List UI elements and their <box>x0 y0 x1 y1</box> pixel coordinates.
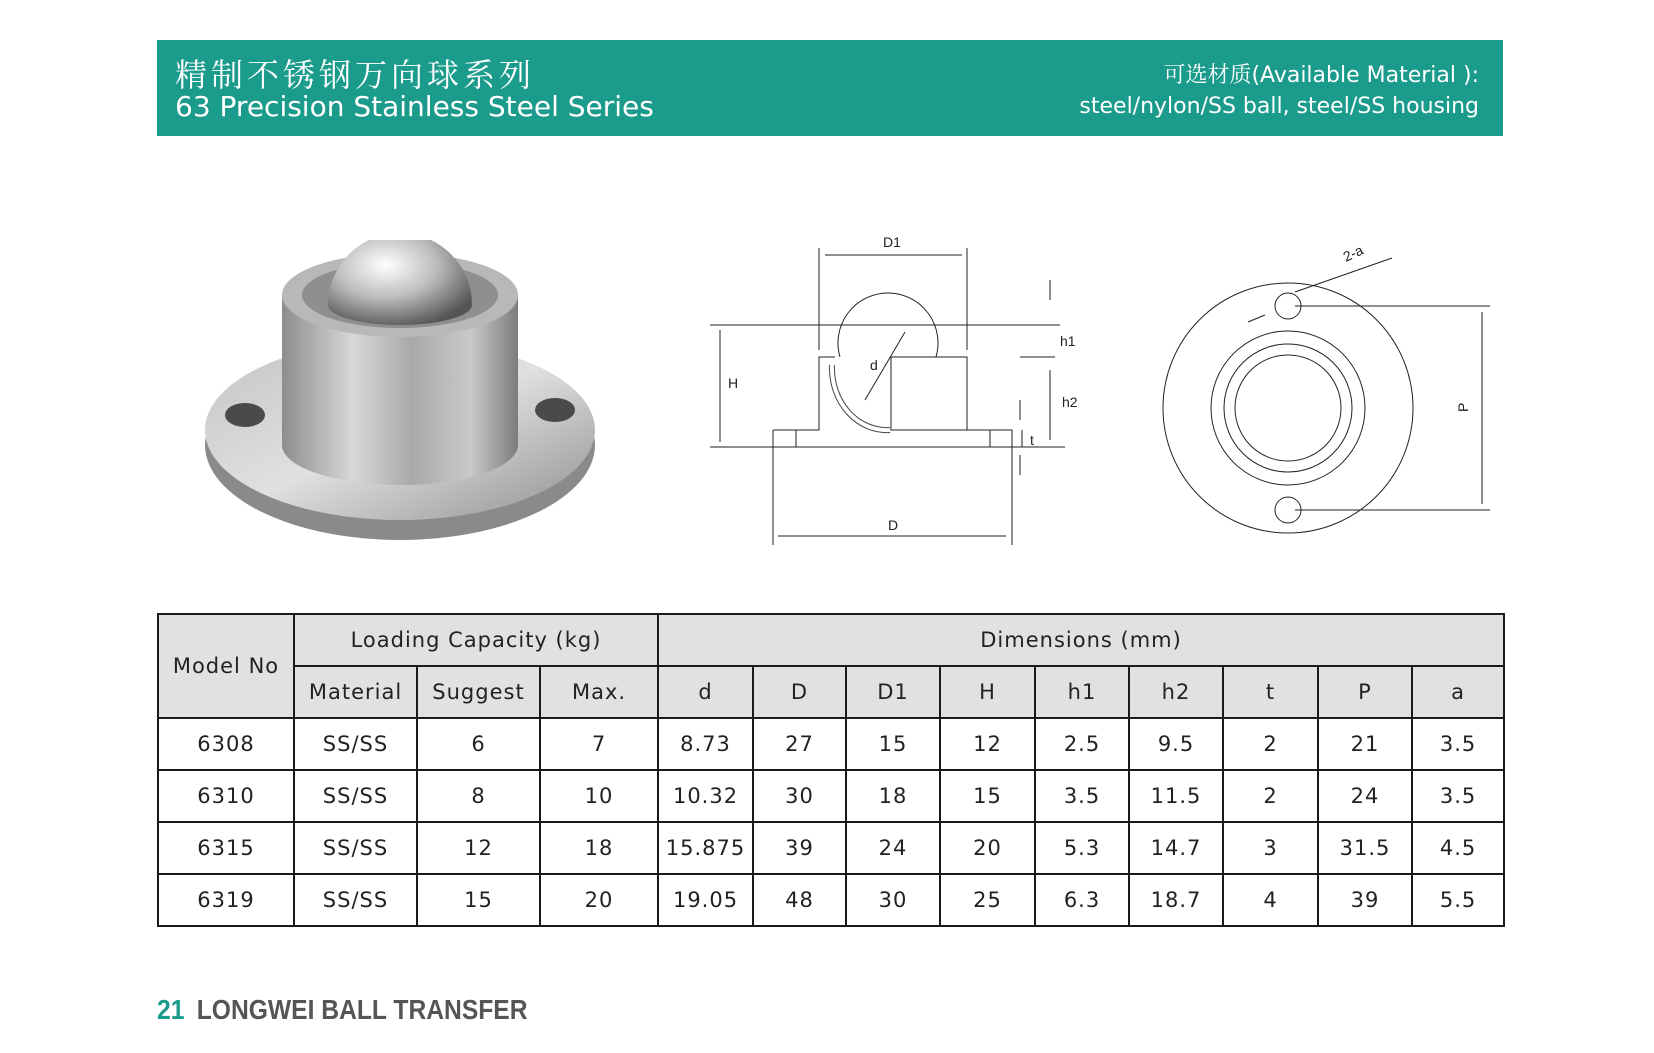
material-label: 可选材质(Available Material ): <box>1163 63 1479 88</box>
column-header: D1 <box>846 666 940 718</box>
table-cell: 18 <box>540 822 658 874</box>
table-cell: 24 <box>1318 770 1412 822</box>
column-header: a <box>1412 666 1504 718</box>
label-d: d <box>870 357 878 373</box>
column-header: Suggest <box>417 666 540 718</box>
model-cell: 6319 <box>158 874 294 926</box>
table-cell: 31.5 <box>1318 822 1412 874</box>
title-english: 63 Precision Stainless Steel Series <box>175 90 654 123</box>
table-cell: 25 <box>940 874 1035 926</box>
product-photo <box>200 240 610 550</box>
column-header: P <box>1318 666 1412 718</box>
table-cell: 30 <box>753 770 846 822</box>
brand-name: LONGWEI BALL TRANSFER <box>196 994 528 1025</box>
title-chinese: 精制不锈钢万向球系列 <box>175 56 536 94</box>
table-cell: 3.5 <box>1035 770 1129 822</box>
table-row <box>158 822 1504 874</box>
table-cell: 15 <box>846 718 940 770</box>
table-cell: 5.3 <box>1035 822 1129 874</box>
table-cell: 15.875 <box>658 822 753 874</box>
table-cell: 10.32 <box>658 770 753 822</box>
table-cell: SS/SS <box>294 822 417 874</box>
column-header: D <box>753 666 846 718</box>
table-cell: 39 <box>753 822 846 874</box>
spec-table <box>157 613 1505 927</box>
table-cell: 10 <box>540 770 658 822</box>
column-header: H <box>940 666 1035 718</box>
table-cell: 19.05 <box>658 874 753 926</box>
steel-ball <box>328 240 472 325</box>
table-cell: 8.73 <box>658 718 753 770</box>
header-loading-capacity: Loading Capacity (kg) <box>294 614 658 666</box>
table-row <box>158 874 1504 926</box>
table-cell: SS/SS <box>294 770 417 822</box>
title-banner <box>157 40 1503 136</box>
model-cell: 6308 <box>158 718 294 770</box>
label-H: H <box>728 375 739 391</box>
column-header: d <box>658 666 753 718</box>
table-cell: 4.5 <box>1412 822 1504 874</box>
table-cell: 18 <box>846 770 940 822</box>
table-cell: 11.5 <box>1129 770 1223 822</box>
table-cell: 27 <box>753 718 846 770</box>
table-cell: 9.5 <box>1129 718 1223 770</box>
table-cell: 8 <box>417 770 540 822</box>
table-cell: 15 <box>417 874 540 926</box>
table-row <box>158 718 1504 770</box>
table-cell: 15 <box>940 770 1035 822</box>
page-number: 21 <box>157 994 185 1025</box>
table-cell: 3 <box>1223 822 1318 874</box>
mount-hole-icon <box>535 398 575 422</box>
table-cell: 3.5 <box>1412 770 1504 822</box>
table-cell: SS/SS <box>294 874 417 926</box>
table-cell: 24 <box>846 822 940 874</box>
table-cell: 21 <box>1318 718 1412 770</box>
table-cell: 6 <box>417 718 540 770</box>
label-D: D <box>888 517 899 533</box>
top-view-drawing <box>1150 240 1500 540</box>
table-cell: 3.5 <box>1412 718 1504 770</box>
material-value: steel/nylon/SS ball, steel/SS housing <box>1079 94 1479 119</box>
table-cell: 12 <box>940 718 1035 770</box>
table-cell: SS/SS <box>294 718 417 770</box>
table-cell: 2 <box>1223 718 1318 770</box>
column-header: h1 <box>1035 666 1129 718</box>
table-cell: 2.5 <box>1035 718 1129 770</box>
header-model-no: Model No <box>158 614 294 718</box>
table-cell: 39 <box>1318 874 1412 926</box>
model-cell: 6315 <box>158 822 294 874</box>
table-cell: 12 <box>417 822 540 874</box>
page-footer <box>157 994 528 1026</box>
mount-hole-icon <box>225 403 265 427</box>
table-cell: 48 <box>753 874 846 926</box>
header-dimensions: Dimensions (mm) <box>658 614 1504 666</box>
table-cell: 20 <box>540 874 658 926</box>
side-view-drawing <box>700 230 1080 560</box>
label-h1: h1 <box>1060 333 1076 349</box>
label-2-a: 2-a <box>1340 241 1366 265</box>
table-cell: 20 <box>940 822 1035 874</box>
table-cell: 6.3 <box>1035 874 1129 926</box>
table-row <box>158 770 1504 822</box>
column-header: Max. <box>540 666 658 718</box>
table-cell: 18.7 <box>1129 874 1223 926</box>
label-t: t <box>1030 432 1034 448</box>
label-h2: h2 <box>1062 394 1078 410</box>
table-cell: 7 <box>540 718 658 770</box>
table-cell: 30 <box>846 874 940 926</box>
column-header: h2 <box>1129 666 1223 718</box>
column-header: t <box>1223 666 1318 718</box>
column-header: Material <box>294 666 417 718</box>
table-cell: 14.7 <box>1129 822 1223 874</box>
label-P: P <box>1455 402 1471 412</box>
table-cell: 2 <box>1223 770 1318 822</box>
table-cell: 5.5 <box>1412 874 1504 926</box>
table-cell: 4 <box>1223 874 1318 926</box>
model-cell: 6310 <box>158 770 294 822</box>
label-D1: D1 <box>883 234 901 250</box>
